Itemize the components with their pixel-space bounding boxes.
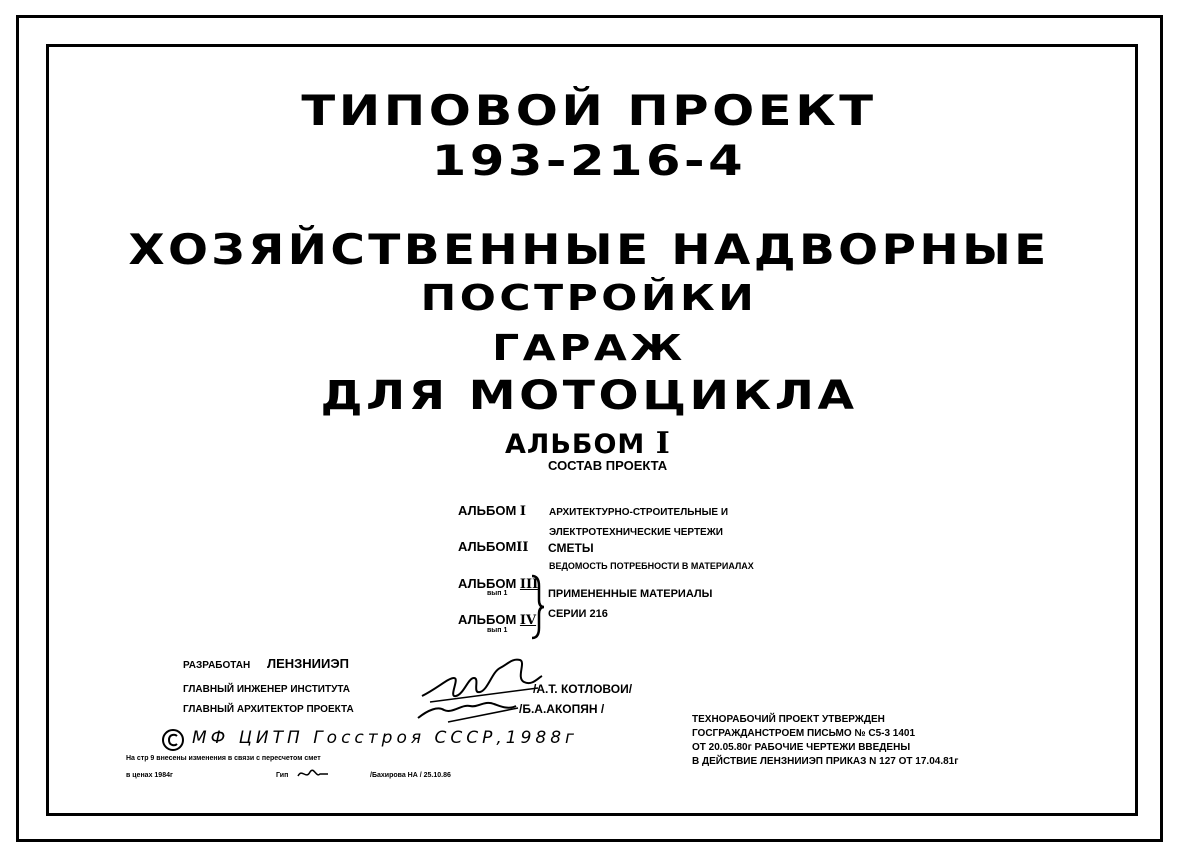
album3-number: III [519,577,539,592]
copyright-text: МФ ЦИТП Госстроя СССР,1988г [192,728,578,748]
album-number: I [655,426,671,461]
changes-note-line1: На стр 9 внесены изменения в связи с пересчетом смет [126,755,321,762]
album1-label [458,503,526,519]
approval-block [692,713,958,769]
chief-engineer-label: ГЛАВНЫЙ ИНЖЕНЕР ИНСТИТУТА [183,684,351,695]
album1-number: I [519,504,527,519]
title-garage: ГАРАЖ [492,328,686,369]
copyright-icon [160,727,186,753]
gip-signature-icon [296,766,330,782]
applied-materials-line2: СЕРИИ 216 [548,608,608,620]
album1-label-text: АЛЬБОМ [458,503,517,518]
changes-note-date: в ценах 1984г [126,772,173,779]
brace-icon [530,574,546,640]
album3-label-text: АЛЬБОМ [458,576,517,591]
album-label: АЛЬБОМ [505,429,646,460]
album1-text-line2: ЭЛЕКТРОТЕХНИЧЕСКИЕ ЧЕРТЕЖИ [549,527,723,538]
chief-engineer-name: /А.Т. КОТЛОВОИ/ [533,682,633,696]
approval-line3: ОТ 20.05.80г РАБОЧИЕ ЧЕРТЕЖИ ВВЕДЕНЫ [692,742,911,753]
album4-number: IV [519,613,537,628]
applied-materials-line1: ПРИМЕНЕННЫЕ МАТЕРИАЛЫ [548,588,713,600]
album1-text-line1: АРХИТЕКТУРНО-СТРОИТЕЛЬНЫЕ И [549,507,729,518]
title-typical-project: ТИПОВОЙ ПРОЕКТ [301,86,877,135]
chief-architect-label: ГЛАВНЫЙ АРХИТЕКТОР ПРОЕКТА [183,704,354,715]
project-composition-title: СОСТАВ ПРОЕКТА [548,458,668,473]
title-for-motorcycle: ДЛЯ МОТОЦИКЛА [320,373,858,419]
album-heading [505,426,671,461]
developed-by [183,656,349,671]
album4-issue: вып 1 [487,627,508,634]
album3-issue: вып 1 [487,590,508,597]
approval-line1: ТЕХНОРАБОЧИЙ ПРОЕКТ УТВЕРЖДЕН [692,714,885,725]
album2-text-line2: ВЕДОМОСТЬ ПОТРЕБНОСТИ В МАТЕРИАЛАХ [549,561,754,571]
changes-note-signer: /Бахирова НА / 25.10.86 [370,772,451,779]
album2-label [458,539,528,555]
developer-org: ЛЕНЗНИИЭП [266,656,349,671]
album2-text-line1: СМЕТЫ [548,541,594,555]
title-buildings: ХОЗЯЙСТВЕННЫЕ НАДВОРНЫЕ [128,225,1050,274]
approval-line2: ГОСГРАЖДАНСТРОЕМ ПИСЬМО № С5-3 1401 [692,728,916,739]
developed-label: РАЗРАБОТАН [183,660,251,671]
album4-label-text: АЛЬБОМ [458,612,517,627]
album2-label-text: АЛЬБОМ [458,539,517,554]
title-structures: ПОСТРОЙКИ [420,278,758,319]
changes-note-gip: Гип [276,772,289,779]
signature-icon [408,648,548,728]
approval-line4: В ДЕЙСТВИЕ ЛЕНЗНИИЭП ПРИКАЗ N 127 ОТ 17.04.81г [692,756,959,767]
album2-number: II [516,540,529,555]
chief-architect-name: /Б.А.АКОПЯН / [519,702,605,716]
album4-label [458,612,536,628]
title-project-number: 193-216-4 [431,136,747,185]
